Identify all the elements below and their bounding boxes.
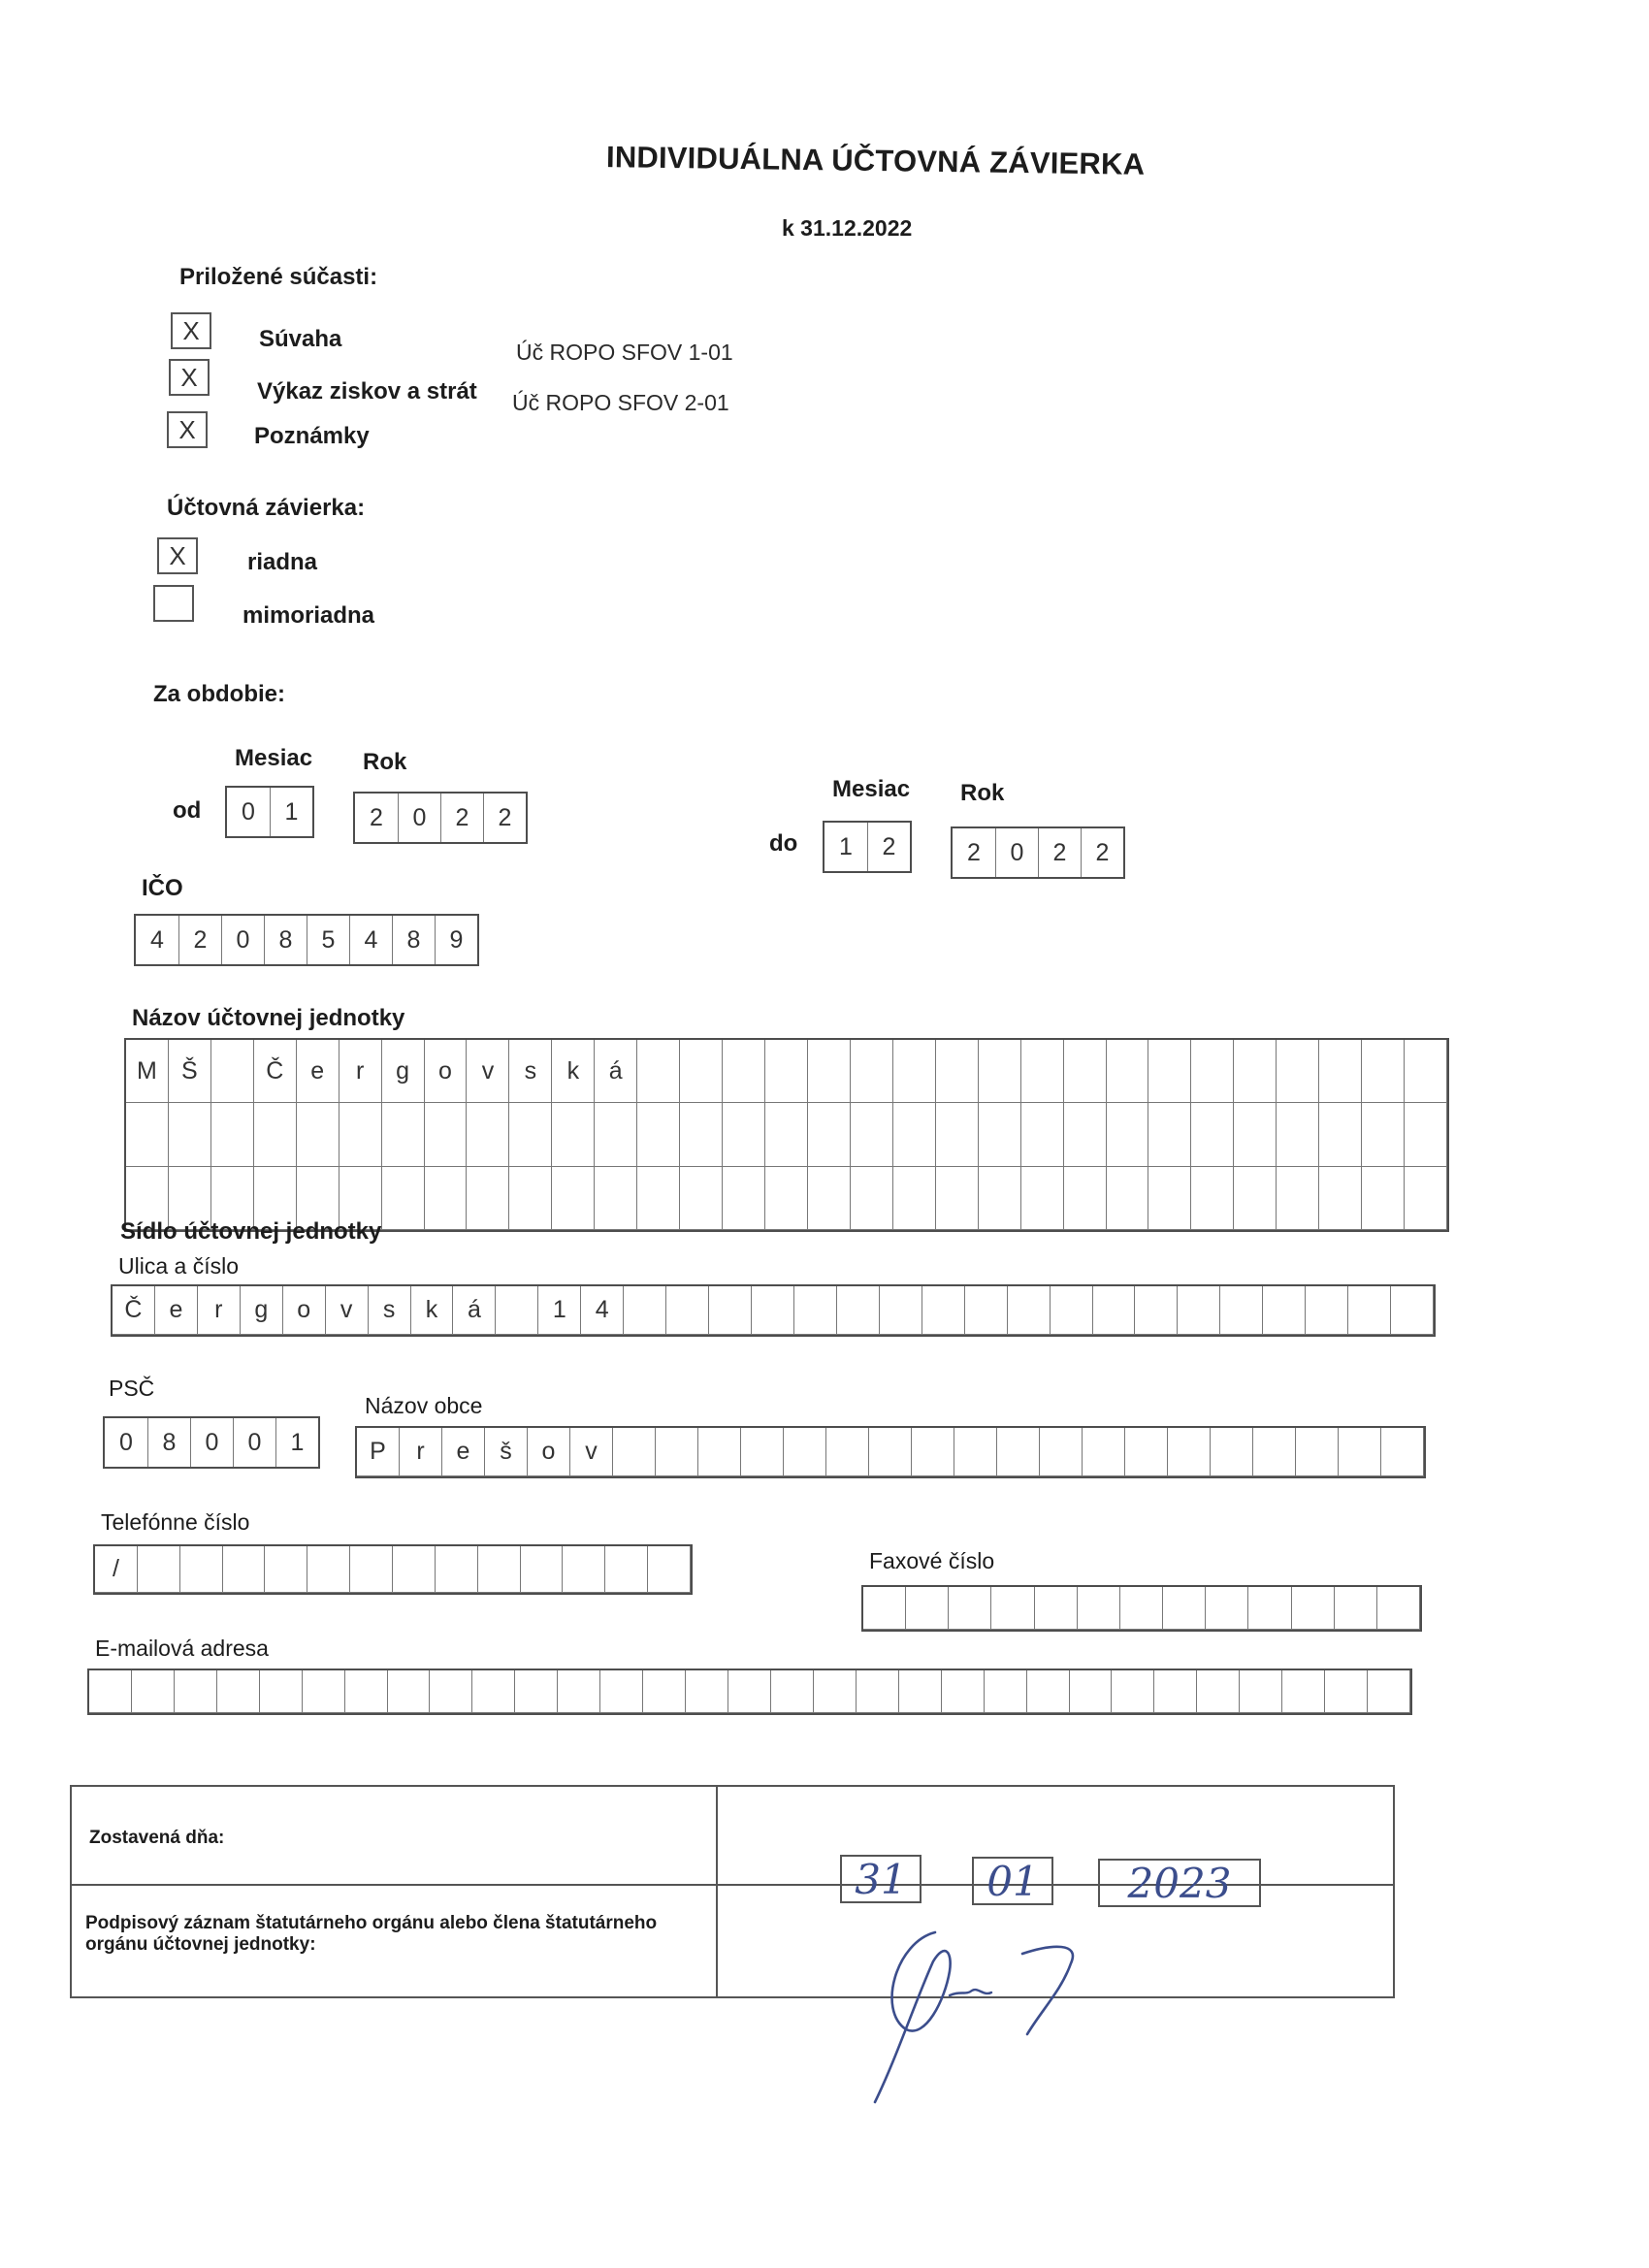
char-cell xyxy=(595,1103,637,1166)
char-cell xyxy=(784,1428,826,1476)
char-cell xyxy=(1008,1286,1051,1335)
riadna-checkbox[interactable] xyxy=(157,537,198,574)
char-cell xyxy=(388,1670,431,1713)
char-cell xyxy=(765,1103,808,1166)
char-cell: o xyxy=(528,1428,570,1476)
char-cell xyxy=(648,1546,691,1593)
fax-field[interactable] xyxy=(861,1585,1422,1632)
char-cell xyxy=(979,1167,1021,1230)
char-cell xyxy=(949,1587,991,1630)
poznamky-check-mark: X xyxy=(178,414,196,444)
char-cell xyxy=(965,1286,1008,1335)
char-cell: Č xyxy=(254,1040,297,1103)
from-year-label: Rok xyxy=(363,749,407,775)
char-cell xyxy=(1277,1040,1319,1103)
poznamky-checkbox[interactable] xyxy=(167,411,208,448)
char-cell: e xyxy=(297,1040,340,1103)
street-label: Ulica a číslo xyxy=(118,1253,239,1279)
char-cell xyxy=(1021,1040,1064,1103)
psc-label: PSČ xyxy=(109,1376,155,1401)
suvaha-checkbox[interactable] xyxy=(171,312,211,349)
mimoriadna-label: mimoriadna xyxy=(242,602,375,629)
footer-table xyxy=(70,1785,1395,1998)
street-field[interactable] xyxy=(111,1284,1436,1337)
char-cell xyxy=(837,1286,880,1335)
char-cell xyxy=(997,1428,1040,1476)
char-cell xyxy=(1064,1103,1107,1166)
char-cell xyxy=(436,1546,478,1593)
from-year-field[interactable] xyxy=(353,792,528,844)
char-cell xyxy=(297,1103,340,1166)
char-cell xyxy=(637,1167,680,1230)
char-cell: M xyxy=(126,1040,169,1103)
ico-digit: 8 xyxy=(264,916,307,964)
char-cell: á xyxy=(453,1286,496,1335)
mimoriadna-checkbox[interactable] xyxy=(153,585,194,622)
to-year-digit: 2 xyxy=(967,838,981,866)
char-cell xyxy=(709,1286,752,1335)
char-cell: e xyxy=(442,1428,485,1476)
char-cell xyxy=(666,1286,709,1335)
char-cell xyxy=(1319,1103,1362,1166)
vykaz-code: Úč ROPO SFOV 2-01 xyxy=(512,390,729,415)
char-cell xyxy=(132,1670,175,1713)
poznamky-label: Poznámky xyxy=(254,423,370,449)
char-cell xyxy=(728,1670,771,1713)
char-cell xyxy=(1064,1040,1107,1103)
ico-field[interactable] xyxy=(134,914,479,966)
char-cell xyxy=(393,1546,436,1593)
char-cell xyxy=(1191,1040,1234,1103)
char-cell xyxy=(723,1040,765,1103)
char-cell xyxy=(211,1040,254,1103)
char-cell xyxy=(954,1428,997,1476)
char-cell xyxy=(723,1103,765,1166)
char-cell xyxy=(1206,1587,1248,1630)
to-year-digit: 2 xyxy=(1081,828,1123,877)
to-year-digit: 2 xyxy=(1038,828,1081,877)
ico-digit: 5 xyxy=(307,916,349,964)
char-cell xyxy=(942,1670,985,1713)
statement-type-heading: Účtovná závierka: xyxy=(167,495,366,521)
ico-digit: 0 xyxy=(221,916,264,964)
footer-divider-vertical xyxy=(716,1787,718,1996)
char-cell xyxy=(467,1167,509,1230)
char-cell xyxy=(1405,1040,1447,1103)
char-cell xyxy=(1319,1040,1362,1103)
char-cell xyxy=(509,1167,552,1230)
char-cell xyxy=(1277,1103,1319,1166)
char-cell xyxy=(624,1286,666,1335)
to-year-label: Rok xyxy=(960,780,1005,806)
fax-label: Faxové číslo xyxy=(869,1548,995,1573)
char-cell xyxy=(637,1103,680,1166)
char-cell xyxy=(991,1587,1034,1630)
char-cell xyxy=(1292,1587,1335,1630)
char-cell xyxy=(1120,1587,1163,1630)
suvaha-code: Úč ROPO SFOV 1-01 xyxy=(516,340,733,365)
char-cell: e xyxy=(155,1286,198,1335)
char-cell xyxy=(345,1670,388,1713)
vykaz-checkbox[interactable] xyxy=(169,359,210,396)
char-cell xyxy=(1282,1670,1325,1713)
char-cell xyxy=(1335,1587,1377,1630)
char-cell: / xyxy=(95,1546,138,1593)
ico-digit: 2 xyxy=(178,916,221,964)
from-year-digit: 0 xyxy=(398,794,440,842)
char-cell xyxy=(1107,1167,1149,1230)
char-cell xyxy=(808,1167,851,1230)
char-cell xyxy=(637,1040,680,1103)
from-month-digit: 0 xyxy=(242,797,255,826)
char-cell xyxy=(912,1428,954,1476)
compiled-label: Zostavená dňa: xyxy=(89,1828,225,1848)
char-cell: g xyxy=(382,1040,425,1103)
char-cell xyxy=(425,1167,468,1230)
char-cell xyxy=(1319,1167,1362,1230)
char-cell xyxy=(1040,1428,1083,1476)
char-cell xyxy=(906,1587,949,1630)
from-year-digit: 2 xyxy=(483,794,526,842)
char-cell xyxy=(899,1670,942,1713)
suvaha-label: Súvaha xyxy=(259,326,342,352)
vykaz-check-mark: X xyxy=(180,362,198,392)
char-cell xyxy=(893,1103,936,1166)
char-cell xyxy=(680,1103,723,1166)
char-cell xyxy=(1064,1167,1107,1230)
char-cell: r xyxy=(198,1286,241,1335)
riadna-label: riadna xyxy=(247,549,318,575)
from-month-field[interactable] xyxy=(225,786,314,838)
town-label: Názov obce xyxy=(365,1393,483,1418)
char-cell xyxy=(1377,1587,1420,1630)
char-cell xyxy=(265,1546,307,1593)
char-cell xyxy=(211,1103,254,1166)
char-cell xyxy=(643,1670,686,1713)
char-cell: o xyxy=(283,1286,326,1335)
char-cell xyxy=(1078,1587,1120,1630)
char-cell xyxy=(1148,1040,1191,1103)
compiled-year: 2023 xyxy=(1127,1859,1232,1907)
char-cell xyxy=(1197,1670,1240,1713)
char-cell xyxy=(1168,1428,1211,1476)
char-cell xyxy=(600,1670,643,1713)
char-cell xyxy=(1405,1167,1447,1230)
char-cell xyxy=(979,1103,1021,1166)
psc-digit: 1 xyxy=(275,1418,318,1467)
psc-digit: 0 xyxy=(119,1428,133,1456)
form-date: k 31.12.2022 xyxy=(782,215,913,241)
ico-digit: 4 xyxy=(150,925,164,954)
char-cell xyxy=(425,1103,468,1166)
char-cell: o xyxy=(425,1040,468,1103)
email-field[interactable] xyxy=(87,1669,1412,1715)
char-cell xyxy=(217,1670,260,1713)
char-cell xyxy=(254,1103,297,1166)
char-cell: á xyxy=(595,1040,637,1103)
char-cell xyxy=(765,1040,808,1103)
to-month-label: Mesiac xyxy=(832,776,911,802)
char-cell xyxy=(175,1670,217,1713)
char-cell xyxy=(851,1040,893,1103)
char-cell xyxy=(771,1670,814,1713)
char-cell xyxy=(808,1103,851,1166)
entity-name-field[interactable] xyxy=(124,1038,1449,1232)
char-cell xyxy=(1381,1428,1424,1476)
char-cell xyxy=(1112,1670,1154,1713)
char-cell xyxy=(1234,1040,1277,1103)
char-cell xyxy=(260,1670,303,1713)
to-month-digit: 2 xyxy=(867,823,910,871)
char-cell xyxy=(307,1546,350,1593)
char-cell xyxy=(752,1286,794,1335)
char-cell xyxy=(851,1167,893,1230)
char-cell: r xyxy=(340,1040,382,1103)
char-cell: 1 xyxy=(538,1286,581,1335)
char-cell xyxy=(1148,1167,1191,1230)
compiled-day: 31 xyxy=(855,1855,907,1903)
char-cell xyxy=(922,1286,965,1335)
from-month-digit: 1 xyxy=(270,788,312,836)
from-month-label: Mesiac xyxy=(235,745,313,771)
char-cell xyxy=(808,1040,851,1103)
char-cell xyxy=(656,1428,698,1476)
char-cell: g xyxy=(241,1286,283,1335)
char-cell: s xyxy=(509,1040,552,1103)
char-cell xyxy=(521,1546,564,1593)
char-cell xyxy=(1220,1286,1263,1335)
char-cell xyxy=(1339,1428,1381,1476)
char-cell xyxy=(563,1546,605,1593)
char-cell xyxy=(814,1670,857,1713)
char-cell xyxy=(698,1428,741,1476)
char-cell xyxy=(1191,1167,1234,1230)
char-cell xyxy=(826,1428,869,1476)
to-month-digit: 1 xyxy=(839,832,853,860)
char-cell xyxy=(1135,1286,1178,1335)
char-cell xyxy=(558,1670,600,1713)
char-cell xyxy=(985,1670,1027,1713)
char-cell xyxy=(1107,1103,1149,1166)
to-year-field[interactable] xyxy=(951,826,1125,879)
char-cell: š xyxy=(485,1428,528,1476)
char-cell xyxy=(893,1040,936,1103)
char-cell xyxy=(138,1546,180,1593)
char-cell xyxy=(89,1670,132,1713)
signature-scribble xyxy=(857,1903,1110,2107)
char-cell: v xyxy=(467,1040,509,1103)
char-cell xyxy=(1368,1670,1410,1713)
vykaz-label: Výkaz ziskov a strát xyxy=(257,378,477,405)
psc-digit: 0 xyxy=(190,1418,233,1467)
char-cell xyxy=(1296,1428,1339,1476)
char-cell xyxy=(1107,1040,1149,1103)
char-cell xyxy=(1362,1040,1405,1103)
char-cell xyxy=(1191,1103,1234,1166)
psc-digit: 0 xyxy=(233,1418,275,1467)
char-cell xyxy=(936,1040,979,1103)
char-cell xyxy=(430,1670,472,1713)
char-cell xyxy=(893,1167,936,1230)
ico-label: IČO xyxy=(142,875,183,901)
char-cell xyxy=(1021,1167,1064,1230)
char-cell xyxy=(223,1546,266,1593)
char-cell: k xyxy=(552,1040,595,1103)
suvaha-check-mark: X xyxy=(182,315,200,345)
psc-field[interactable] xyxy=(103,1416,320,1469)
char-cell xyxy=(350,1546,393,1593)
ico-digit: 9 xyxy=(435,916,477,964)
char-cell xyxy=(1125,1428,1168,1476)
char-cell: s xyxy=(369,1286,411,1335)
char-cell: Š xyxy=(169,1040,211,1103)
char-cell xyxy=(180,1546,223,1593)
char-cell xyxy=(478,1546,521,1593)
riadna-check-mark: X xyxy=(169,540,186,570)
char-cell xyxy=(723,1167,765,1230)
char-cell xyxy=(1325,1670,1368,1713)
from-year-digit: 2 xyxy=(370,803,383,831)
from-year-digit: 2 xyxy=(440,794,483,842)
char-cell xyxy=(936,1167,979,1230)
town-field[interactable] xyxy=(355,1426,1426,1478)
char-cell xyxy=(1306,1286,1348,1335)
char-cell xyxy=(1083,1428,1125,1476)
char-cell xyxy=(382,1167,425,1230)
char-cell xyxy=(1234,1167,1277,1230)
char-cell xyxy=(1093,1286,1136,1335)
char-cell xyxy=(869,1428,912,1476)
char-cell: k xyxy=(411,1286,454,1335)
char-cell xyxy=(1035,1587,1078,1630)
char-cell xyxy=(1148,1103,1191,1166)
char-cell xyxy=(552,1103,595,1166)
phone-label: Telefónne číslo xyxy=(101,1509,250,1535)
char-cell xyxy=(605,1546,648,1593)
char-cell xyxy=(1263,1286,1306,1335)
char-cell: Č xyxy=(113,1286,155,1335)
char-cell xyxy=(1405,1103,1447,1166)
char-cell xyxy=(1021,1103,1064,1166)
char-cell xyxy=(1070,1670,1113,1713)
char-cell xyxy=(880,1286,922,1335)
char-cell xyxy=(340,1103,382,1166)
phone-field[interactable] xyxy=(93,1544,693,1595)
char-cell xyxy=(1178,1286,1220,1335)
attachments-heading: Priložené súčasti: xyxy=(179,264,378,290)
char-cell xyxy=(1211,1428,1253,1476)
char-cell: v xyxy=(570,1428,613,1476)
char-cell xyxy=(857,1670,899,1713)
char-cell xyxy=(467,1103,509,1166)
char-cell xyxy=(496,1286,538,1335)
char-cell xyxy=(169,1103,211,1166)
char-cell xyxy=(680,1040,723,1103)
char-cell xyxy=(794,1286,837,1335)
char-cell: 4 xyxy=(581,1286,624,1335)
char-cell xyxy=(613,1428,656,1476)
char-cell xyxy=(686,1670,728,1713)
char-cell xyxy=(552,1167,595,1230)
char-cell xyxy=(382,1103,425,1166)
char-cell xyxy=(1362,1167,1405,1230)
compiled-year-box[interactable] xyxy=(1098,1859,1261,1907)
char-cell xyxy=(851,1103,893,1166)
form-title: INDIVIDUÁLNA ÚČTOVNÁ ZÁVIERKA xyxy=(605,140,1146,181)
char-cell xyxy=(765,1167,808,1230)
to-label: do xyxy=(769,830,798,857)
char-cell xyxy=(126,1103,169,1166)
entity-name-label: Názov účtovnej jednotky xyxy=(132,1005,405,1031)
char-cell: r xyxy=(400,1428,442,1476)
char-cell xyxy=(1234,1103,1277,1166)
char-cell xyxy=(1027,1670,1070,1713)
seat-heading: Sídlo účtovnej jednotky xyxy=(120,1218,382,1245)
char-cell xyxy=(515,1670,558,1713)
compiled-day-box[interactable] xyxy=(840,1855,922,1903)
char-cell xyxy=(1277,1167,1319,1230)
from-label: od xyxy=(173,797,202,824)
compiled-month-box[interactable] xyxy=(972,1857,1053,1905)
char-cell: v xyxy=(326,1286,369,1335)
char-cell xyxy=(1163,1587,1206,1630)
char-cell xyxy=(1253,1428,1296,1476)
char-cell: P xyxy=(357,1428,400,1476)
char-cell xyxy=(741,1428,784,1476)
compiled-month: 01 xyxy=(986,1857,1039,1905)
ico-digit: 8 xyxy=(392,916,435,964)
char-cell xyxy=(680,1167,723,1230)
char-cell xyxy=(509,1103,552,1166)
char-cell xyxy=(1348,1286,1391,1335)
char-cell xyxy=(595,1167,637,1230)
char-cell xyxy=(936,1103,979,1166)
char-cell xyxy=(1240,1670,1282,1713)
to-year-digit: 0 xyxy=(995,828,1038,877)
signature-label: Podpisový záznam štatutárneho orgánu alebo člena štatutárneho orgánu účtovnej jednotky: xyxy=(85,1913,658,1955)
char-cell xyxy=(1391,1286,1434,1335)
char-cell xyxy=(1051,1286,1093,1335)
char-cell xyxy=(303,1670,345,1713)
psc-digit: 8 xyxy=(147,1418,190,1467)
to-month-field[interactable] xyxy=(823,821,912,873)
char-cell xyxy=(863,1587,906,1630)
period-heading: Za obdobie: xyxy=(153,681,285,707)
char-cell xyxy=(1362,1103,1405,1166)
char-cell xyxy=(1248,1587,1291,1630)
char-cell xyxy=(472,1670,515,1713)
ico-digit: 4 xyxy=(349,916,392,964)
char-cell xyxy=(979,1040,1021,1103)
char-cell xyxy=(1154,1670,1197,1713)
email-label: E-mailová adresa xyxy=(95,1636,269,1661)
